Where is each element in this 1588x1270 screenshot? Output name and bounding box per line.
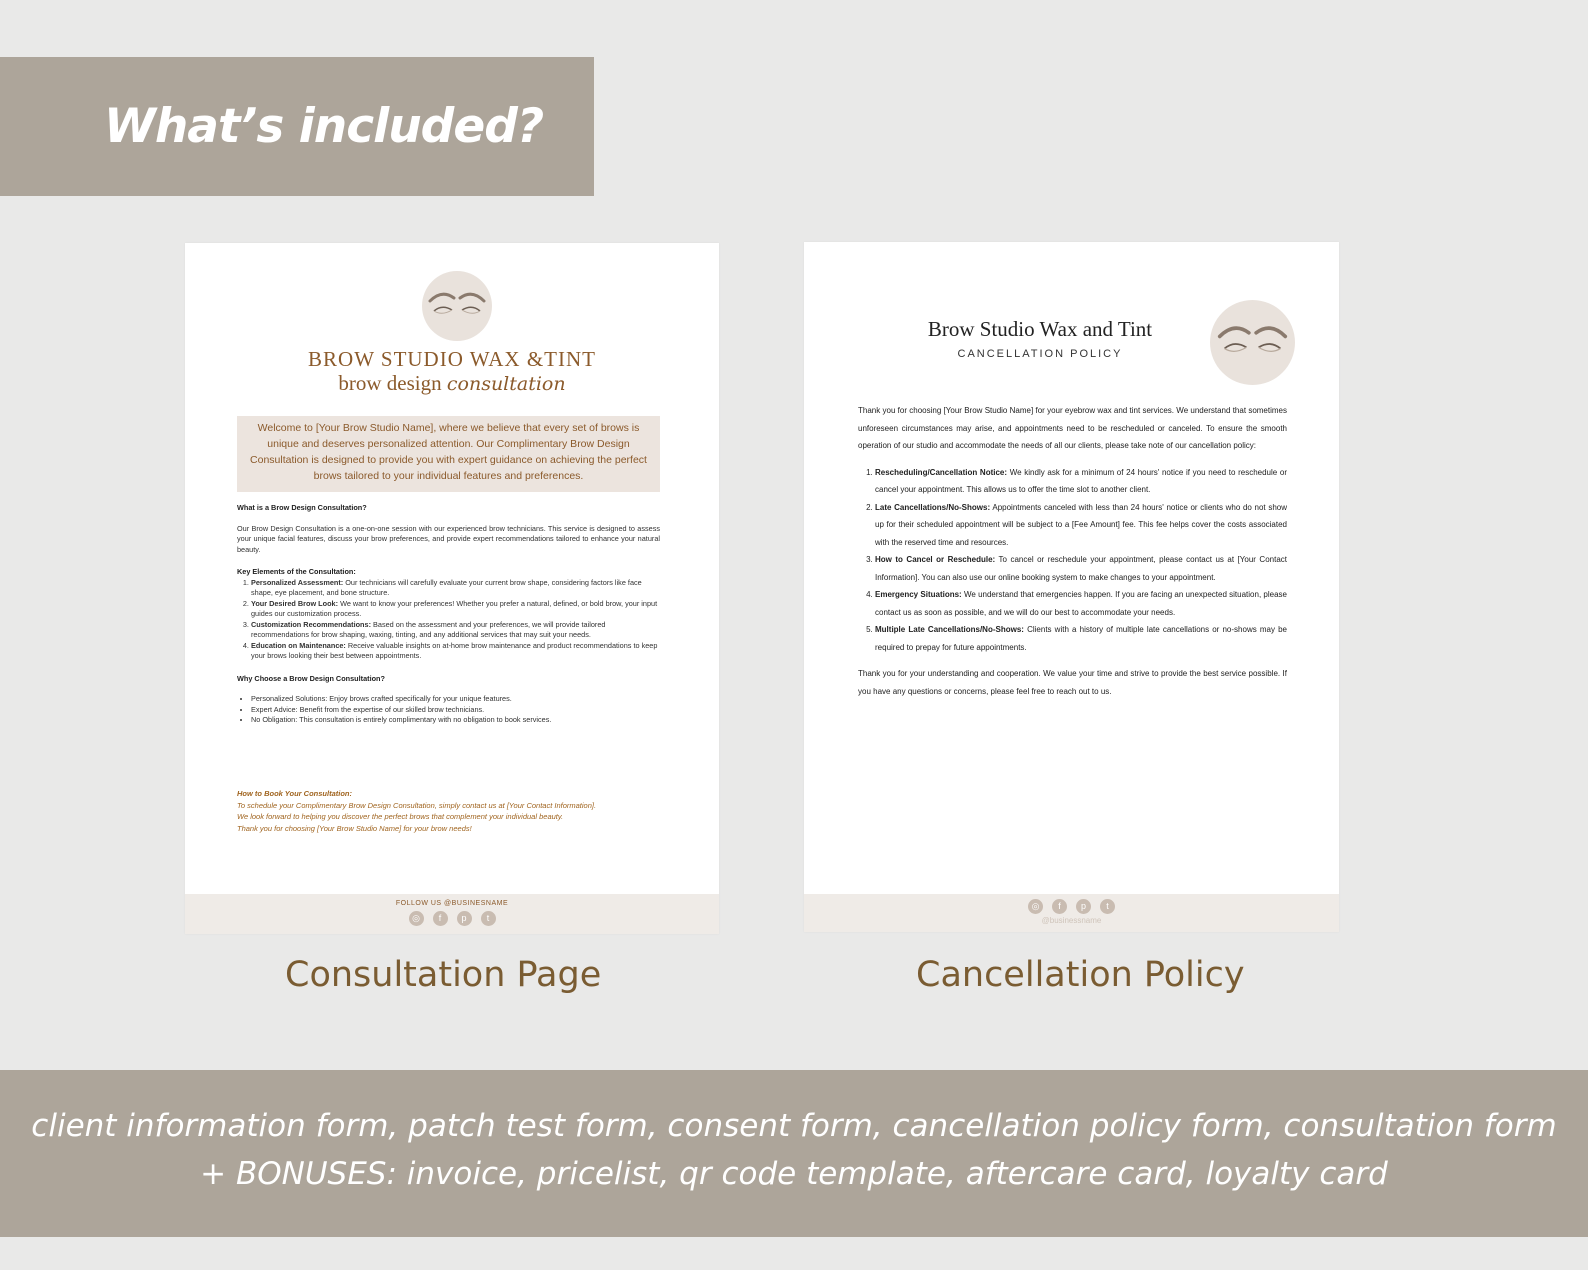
booking-section — [237, 788, 667, 834]
policy-list — [858, 464, 1287, 657]
why-list — [237, 694, 660, 726]
pinterest-icon: p — [1076, 899, 1091, 914]
page-footer — [804, 894, 1339, 932]
facebook-icon: f — [433, 911, 448, 926]
social-icons — [804, 899, 1339, 914]
list-item: • Personalized Solutions: Enjoy brows crafted specifically for your unique features. — [251, 694, 660, 705]
list-item: 5. Multiple Late Cancellations/No-Shows: Clients with a history of multiple late cancellations or no-shows may be required to prepay for future appointments. — [875, 621, 1287, 656]
cancellation-body — [858, 402, 1287, 700]
section-heading: Why Choose a Brow Design Consultation? — [237, 673, 385, 683]
twitter-icon: t — [1100, 899, 1115, 914]
consultation-title: BROW STUDIO WAX &TINT — [308, 347, 596, 371]
subtitle-plain: brow design — [338, 371, 442, 395]
cancellation-title: Brow Studio Wax and Tint — [927, 317, 1153, 341]
face-logo-icon — [1210, 300, 1295, 385]
follow-text: FOLLOW US @BUSINESNAME — [395, 900, 509, 907]
welcome-box: Welcome to [Your Brow Studio Name], where we believe that every set of brows is unique and deserves personalized attention. Our Complimentary Brow Design Consultation is designed to provide you with expert guidance on achieving the perfect brows tailored to your individual features and preferences. — [237, 416, 660, 492]
list-item: 1. Personalized Assessment: Our technicians will carefully evaluate your current brow shape, considering factors like face shape, eye placement, and bone structure. — [251, 578, 660, 599]
instagram-icon: ◎ — [409, 911, 424, 926]
list-item: 4. Education on Maintenance: Receive valuable insights on at-home brow maintenance and product recommendations to keep your brows looking their best between appointments. — [251, 641, 660, 662]
list-item: 2. Your Desired Brow Look: We want to know your preferences! Whether you prefer a natural, defined, or bold brow, your input guides our customization process. — [251, 599, 660, 620]
list-item: 3. Customization Recommendations: Based on the assessment and your preferences, we will provide tailored recommendations for brow shaping, waxing, tinting, and any additional services that may suit your needs. — [251, 620, 660, 641]
booking-line: To schedule your Complimentary Brow Design Consultation, simply contact us at [Your Contact Information]. — [237, 800, 597, 810]
consultation-subtitle — [185, 371, 719, 396]
list-item: 3. How to Cancel or Reschedule: To cancel or reschedule your appointment, please contact us at [Your Contact Information]. You can also use our online booking system to make changes to your appointment. — [875, 551, 1287, 586]
cancellation-label: Cancellation Policy — [916, 955, 1245, 995]
cancellation-page-preview — [804, 242, 1339, 932]
list-item: 1. Rescheduling/Cancellation Notice: We kindly ask for a minimum of 24 hours' notice if you need to reschedule or cancel your appointment. This allows us to offer the time slot to another client. — [875, 464, 1287, 499]
booking-heading: How to Book Your Consultation: — [237, 789, 352, 798]
header-banner — [0, 57, 594, 196]
booking-line: We look forward to helping you discover the perfect brows that complement your individual beauty. — [237, 812, 564, 821]
consultation-body — [237, 501, 660, 726]
face-logo-icon — [422, 271, 492, 341]
list-item: 4. Emergency Situations: We understand that emergencies happen. If you are facing an unexpected situation, please contact us as soon as possible, and we will do our best to accommodate your needs. — [875, 586, 1287, 621]
list-item: • No Obligation: This consultation is entirely complimentary with no obligation to book services. — [251, 715, 660, 726]
closing-paragraph: Thank you for your understanding and cooperation. We value your time and strive to provide the best service possible. If you have any questions or concerns, please feel free to reach out to us. — [858, 669, 1287, 696]
twitter-icon: t — [481, 911, 496, 926]
intro-paragraph: Thank you for choosing [Your Brow Studio Name] for your eyebrow wax and tint services. We understand that sometimes unforeseen circumstances may arise, and appointments need to be rescheduled or canceled. To ensure the smooth operation of our studio and accommodate the needs of all our clients, please take note of our cancellation policy: — [858, 406, 1287, 450]
page-footer — [185, 894, 719, 934]
includes-line: client information form, patch test form, consent form, cancellation policy form, consultation form — [31, 1108, 1557, 1144]
list-item: 2. Late Cancellations/No-Shows: Appointments canceled with less than 24 hours' notice or clients who do not show up for their scheduled appointment will be subject to a [Fee Amount] fee. This fee helps cover the costs associated with the reserved time and resources. — [875, 499, 1287, 552]
social-handle: @businessname — [1041, 916, 1102, 925]
bonuses-line: + BONUSES: invoice, pricelist, qr code template, aftercare card, loyalty card — [200, 1156, 1388, 1192]
social-icons — [185, 911, 719, 926]
facebook-icon: f — [1052, 899, 1067, 914]
list-item: • Expert Advice: Benefit from the expertise of our skilled brow technicians. — [251, 705, 660, 716]
booking-line: Thank you for choosing [Your Brow Studio Name] for your brow needs! — [237, 823, 472, 833]
bottom-banner — [0, 1070, 1588, 1237]
paragraph: Our Brow Design Consultation is a one-on-one session with our experienced brow technicians. This service is designed to assess your unique facial features, discuss your brow preferences, and provide expert recommendations tailored to enhance your natural beauty. — [237, 523, 660, 554]
header-title: What’s included? — [104, 99, 544, 154]
pinterest-icon: p — [457, 911, 472, 926]
subtitle-script: consultation — [446, 373, 566, 395]
consultation-page-preview — [185, 243, 719, 934]
section-heading: Key Elements of the Consultation: — [237, 567, 356, 576]
key-elements-list — [237, 578, 660, 662]
consultation-label: Consultation Page — [285, 955, 602, 995]
cancellation-subtitle: CANCELLATION POLICY — [957, 348, 1123, 360]
instagram-icon: ◎ — [1028, 899, 1043, 914]
section-heading: What is a Brow Design Consultation? — [237, 503, 367, 512]
